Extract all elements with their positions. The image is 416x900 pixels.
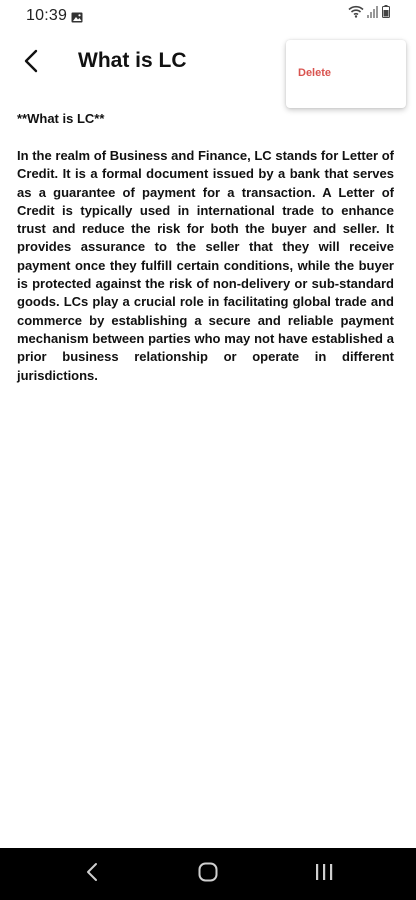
signal-icon xyxy=(367,5,379,23)
home-nav-icon xyxy=(198,862,218,887)
chevron-left-icon xyxy=(23,49,39,78)
status-icons xyxy=(348,9,390,23)
nav-back-button[interactable] xyxy=(79,862,105,886)
status-bar xyxy=(0,0,416,32)
delete-menu-item[interactable]: Delete xyxy=(298,67,332,79)
content-heading: **What is LC** xyxy=(17,111,105,126)
image-icon xyxy=(71,10,83,21)
nav-home-button[interactable] xyxy=(195,862,221,886)
recents-nav-icon xyxy=(315,863,333,886)
back-button[interactable] xyxy=(14,46,48,80)
note-content xyxy=(17,110,394,385)
system-nav-bar xyxy=(0,848,416,900)
battery-icon xyxy=(382,5,390,23)
status-time: 10:39 xyxy=(26,7,68,24)
back-nav-icon xyxy=(86,862,98,887)
nav-recents-button[interactable] xyxy=(311,862,337,886)
content-body: In the realm of Business and Finance, LC stands for Letter of Credit. It is a formal document issued by a bank that serves as a guarantee of payment for a transaction. A Letter of Credit is typically used in international trade to enhance trust and reduce the risk for both the buyer and seller. It provides assurance to the seller that they will receive payment once they fulfill certain conditions, while the buyer is protected against the risk of non-delivery or sub-standard goods. LCs play a crucial role in facilitating global trade and commerce by establishing a secure and reliable payment mechanism between parties who may not have established a prior business relationship or operate in different jurisdictions. xyxy=(17,148,394,383)
wifi-icon xyxy=(348,5,364,23)
page-title: What is LC xyxy=(78,49,187,72)
popup-menu xyxy=(286,40,406,108)
